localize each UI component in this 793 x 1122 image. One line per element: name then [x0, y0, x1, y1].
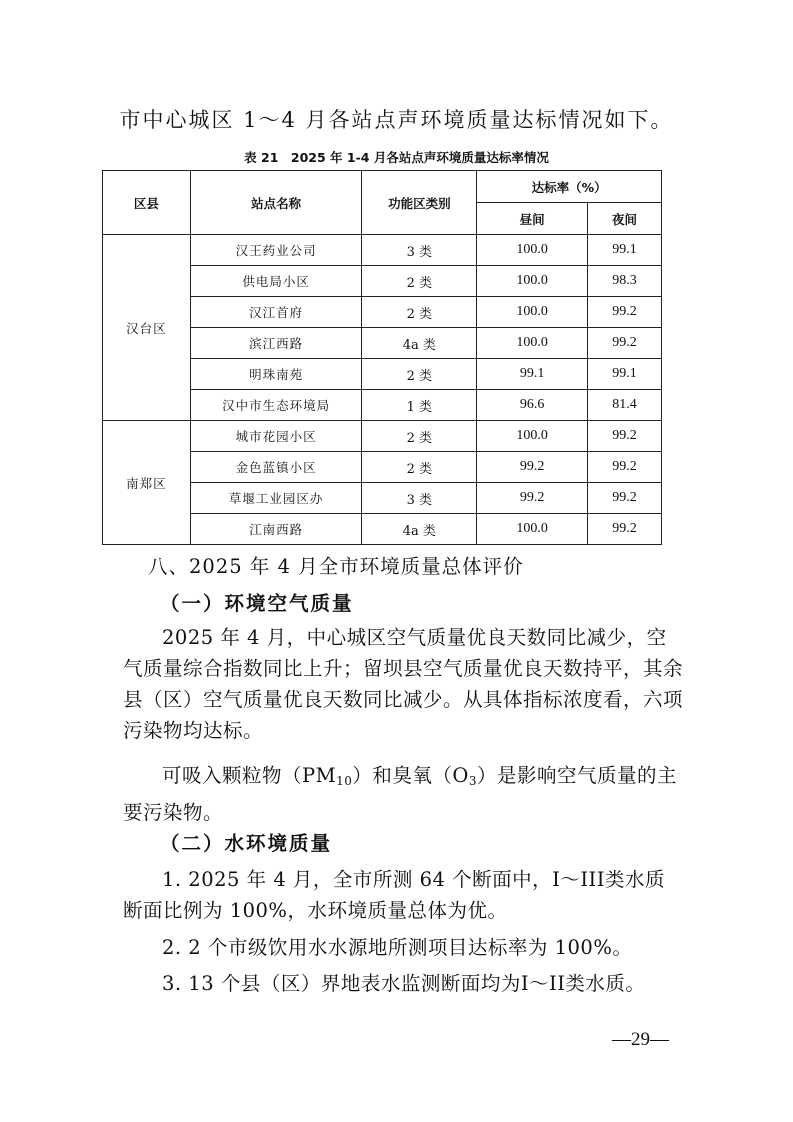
night-rate-cell: 98.3 — [588, 266, 662, 297]
day-rate-cell: 99.1 — [477, 359, 588, 390]
table-row — [103, 421, 662, 452]
header-category: 功能区类别 — [362, 171, 477, 235]
station-cell: 江南西路 — [190, 514, 362, 545]
category-cell: 1 类 — [362, 390, 477, 421]
table-row — [103, 235, 662, 266]
table-caption: 表 21 2025 年 1-4 月各站点声环境质量达标率情况 — [244, 150, 549, 165]
text-fragment: ）和臭氧（O — [352, 764, 469, 787]
category-cell: 2 类 — [362, 359, 477, 390]
category-cell: 4a 类 — [362, 514, 477, 545]
o3-subscript: 3 — [468, 774, 478, 788]
text-fragment: 可吸入颗粒物（PM — [162, 764, 337, 787]
table-body — [103, 235, 662, 545]
night-rate-cell: 99.1 — [588, 359, 662, 390]
night-rate-cell: 99.2 — [588, 452, 662, 483]
text-fragment: ）是影响空气质量的主要污染物。 — [123, 764, 678, 824]
water-quality-item-1: 1. 2025 年 4 月，全市所测 64 个断面中，I～III类水质断面比例为 100%，水环境质量总体为优。 — [123, 868, 665, 922]
night-rate-cell: 99.1 — [588, 235, 662, 266]
day-rate-cell: 96.6 — [477, 390, 588, 421]
day-rate-cell: 99.2 — [477, 483, 588, 514]
station-cell: 草堰工业园区办 — [190, 483, 362, 514]
day-rate-cell: 100.0 — [477, 235, 588, 266]
day-rate-cell: 100.0 — [477, 297, 588, 328]
category-cell: 2 类 — [362, 297, 477, 328]
station-cell: 金色蓝镇小区 — [190, 452, 362, 483]
water-quality-item-3: 3. 13 个县（区）界地表水监测断面均为I～II类水质。 — [162, 972, 646, 995]
header-rate: 达标率（%） — [477, 171, 662, 203]
station-cell: 汉王药业公司 — [190, 235, 362, 266]
header-district: 区县 — [103, 171, 191, 235]
pm10-subscript: 10 — [336, 774, 353, 788]
category-cell: 3 类 — [362, 483, 477, 514]
district-cell: 南郑区 — [103, 421, 191, 545]
table-header-row — [103, 171, 662, 203]
night-rate-cell: 99.2 — [588, 328, 662, 359]
night-rate-cell: 99.2 — [588, 297, 662, 328]
section-heading: 八、2025 年 4 月全市环境质量总体评价 — [148, 555, 524, 578]
category-cell: 3 类 — [362, 235, 477, 266]
day-rate-cell: 100.0 — [477, 421, 588, 452]
water-quality-heading: （二）水环境质量 — [160, 832, 333, 855]
night-rate-cell: 99.2 — [588, 483, 662, 514]
air-quality-paragraph: 2025 年 4 月，中心城区空气质量优良天数同比减少，空气质量综合指数同比上升；留坝县空气质量优良天数持平，其余县（区）空气质量优良天数同比减少。从具体指标浓度看，六项污染物均达标。 — [123, 626, 684, 742]
air-quality-heading: （一）环境空气质量 — [160, 592, 354, 615]
main-pollutants-paragraph — [123, 760, 683, 828]
station-cell: 供电局小区 — [190, 266, 362, 297]
noise-compliance-table — [102, 170, 662, 545]
intro-sentence: 市中心城区 1～4 月各站点声环境质量达标情况如下。 — [119, 108, 674, 132]
station-cell: 汉江首府 — [190, 297, 362, 328]
category-cell: 2 类 — [362, 266, 477, 297]
category-cell: 4a 类 — [362, 328, 477, 359]
district-cell: 汉台区 — [103, 235, 191, 421]
night-rate-cell: 81.4 — [588, 390, 662, 421]
page-number: —29— — [612, 1029, 669, 1050]
category-cell: 2 类 — [362, 421, 477, 452]
station-cell: 汉中市生态环境局 — [190, 390, 362, 421]
day-rate-cell: 99.2 — [477, 452, 588, 483]
day-rate-cell: 100.0 — [477, 514, 588, 545]
station-cell: 滨江西路 — [190, 328, 362, 359]
day-rate-cell: 100.0 — [477, 266, 588, 297]
night-rate-cell: 99.2 — [588, 421, 662, 452]
station-cell: 明珠南苑 — [190, 359, 362, 390]
header-day: 昼间 — [477, 203, 588, 235]
day-rate-cell: 100.0 — [477, 328, 588, 359]
night-rate-cell: 99.2 — [588, 514, 662, 545]
category-cell: 2 类 — [362, 452, 477, 483]
header-station: 站点名称 — [190, 171, 362, 235]
station-cell: 城市花园小区 — [190, 421, 362, 452]
water-quality-item-2: 2. 2 个市级饮用水水源地所测项目达标率为 100%。 — [162, 936, 633, 959]
header-night: 夜间 — [588, 203, 662, 235]
